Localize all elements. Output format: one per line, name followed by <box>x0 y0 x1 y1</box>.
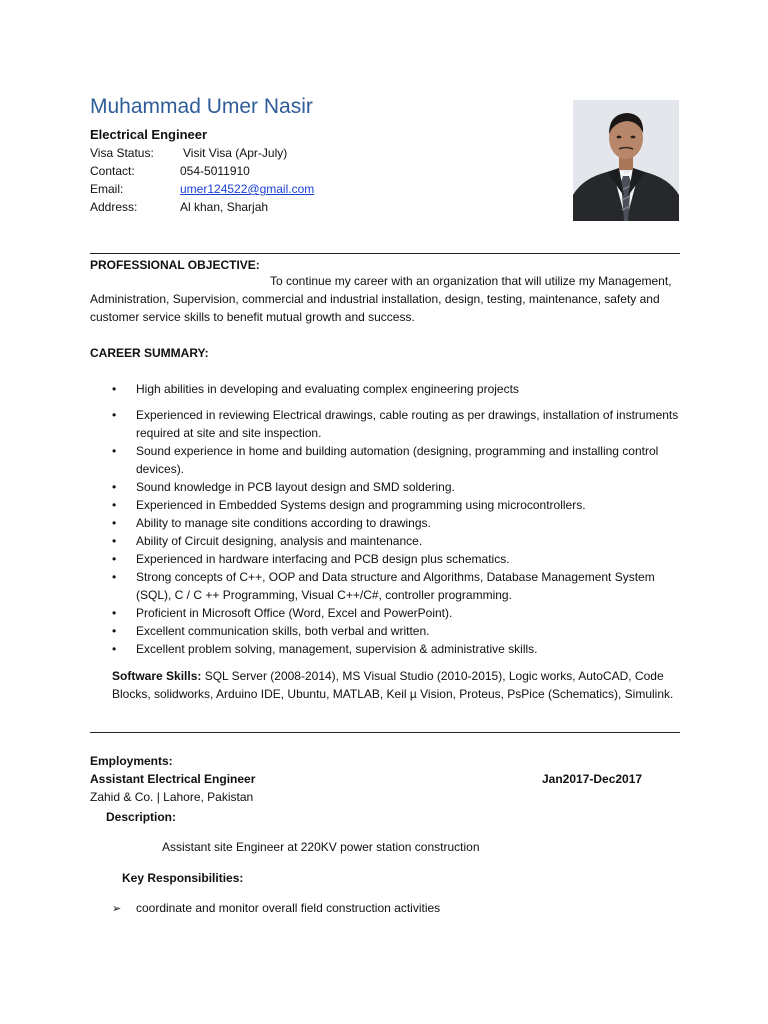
employments-heading: Employments: <box>90 754 173 768</box>
list-item: • Proficient in Microsoft Office (Word, Excel and PowerPoint). <box>112 606 453 620</box>
software-skills-label: Software Skills: <box>112 669 202 683</box>
email-label: Email: <box>90 182 124 196</box>
bullet-icon: • <box>112 642 117 656</box>
section-divider <box>90 253 680 254</box>
list-item: • Excellent communication skills, both verbal and written. <box>112 624 430 638</box>
list-item: • Ability to manage site conditions according to drawings. <box>112 516 431 530</box>
contact-row <box>90 162 250 180</box>
contact-label: Contact: <box>90 164 135 178</box>
employment-job-title: Assistant Electrical Engineer <box>90 772 256 786</box>
responsibility-text: coordinate and monitor overall field construction activities <box>136 901 441 915</box>
address-row <box>90 198 269 216</box>
bullet-icon: • <box>112 516 117 530</box>
list-item: • Sound knowledge in PCB layout design and SMD soldering. <box>112 480 455 494</box>
description-text: Assistant site Engineer at 220KV power station construction <box>162 840 480 854</box>
list-item: • Strong concepts of C++, OOP and Data structure and Algorithms, Database Management System (SQL), C / C ++ Programming, Visual C++/C#, controller programming. <box>112 570 655 602</box>
job-title: Electrical Engineer <box>90 127 208 142</box>
bullet-icon: • <box>112 444 117 458</box>
email-link[interactable]: umer124522@gmail.com <box>180 182 315 196</box>
bullet-icon: • <box>112 382 117 396</box>
list-item: • Sound experience in home and building automation (designing, programming and installing control devices). <box>112 444 659 476</box>
candidate-name: Muhammad Umer Nasir <box>90 95 313 118</box>
list-item: • High abilities in developing and evaluating complex engineering projects <box>112 382 519 396</box>
address-value: Al khan, Sharjah <box>180 200 269 214</box>
contact-value: 054-5011910 <box>180 164 250 178</box>
software-skills-text: SQL Server (2008-2014), MS Visual Studio (2010-2015), Logic works, AutoCAD, Code Blocks, solidworks, Arduino IDE, Ubuntu, MATLAB, Keil µ Vision, Proteus, PsPice (Schematics), Simulink. <box>112 669 674 701</box>
list-item: • Experienced in hardware interfacing and PCB design plus schematics. <box>112 552 510 566</box>
bullet-icon: • <box>112 552 117 566</box>
visa-status-row <box>90 144 288 162</box>
description-label: Description: <box>106 810 177 824</box>
career-summary-list <box>110 380 690 658</box>
responsibilities-label: Key Responsibilities: <box>122 871 244 885</box>
employment-company: Zahid & Co. | Lahore, Pakistan <box>90 790 254 804</box>
employment-dates: Jan2017-Dec2017 <box>542 772 643 786</box>
bullet-icon: • <box>112 408 117 422</box>
software-skills <box>112 667 682 703</box>
arrow-bullet-icon: ➢ <box>112 903 122 915</box>
section-divider <box>90 732 680 733</box>
list-item: • Excellent problem solving, management, supervision & administrative skills. <box>112 642 538 656</box>
bullet-icon: • <box>112 624 117 638</box>
visa-status-value: Visit Visa (Apr-July) <box>183 146 288 160</box>
address-label: Address: <box>90 200 138 214</box>
profile-photo <box>573 100 679 221</box>
responsibility-item <box>112 899 440 918</box>
objective-heading: PROFESSIONAL OBJECTIVE: <box>90 258 260 272</box>
visa-status-label: Visa Status: <box>90 146 154 160</box>
email-row <box>90 180 315 198</box>
bullet-icon: • <box>112 606 117 620</box>
list-item: • Experienced in reviewing Electrical drawings, cable routing as per drawings, installation of instruments required at site and site inspection. <box>112 408 679 440</box>
bullet-icon: • <box>112 570 117 584</box>
bullet-icon: • <box>112 480 117 494</box>
bullet-icon: • <box>112 534 117 548</box>
list-item: • Ability of Circuit designing, analysis and maintenance. <box>112 534 423 548</box>
portrait-illustration <box>573 100 679 221</box>
list-item: • Experienced in Embedded Systems design and programming using microcontrollers. <box>112 498 586 512</box>
objective-text: To continue my career with an organization that will utilize my Management, Administration, Supervision, commercial and industrial installation, design, testing, maintenance, safety and customer service skills to benefit mutual growth and success. <box>90 274 672 324</box>
career-summary-heading: CAREER SUMMARY: <box>90 346 209 360</box>
bullet-icon: • <box>112 498 117 512</box>
